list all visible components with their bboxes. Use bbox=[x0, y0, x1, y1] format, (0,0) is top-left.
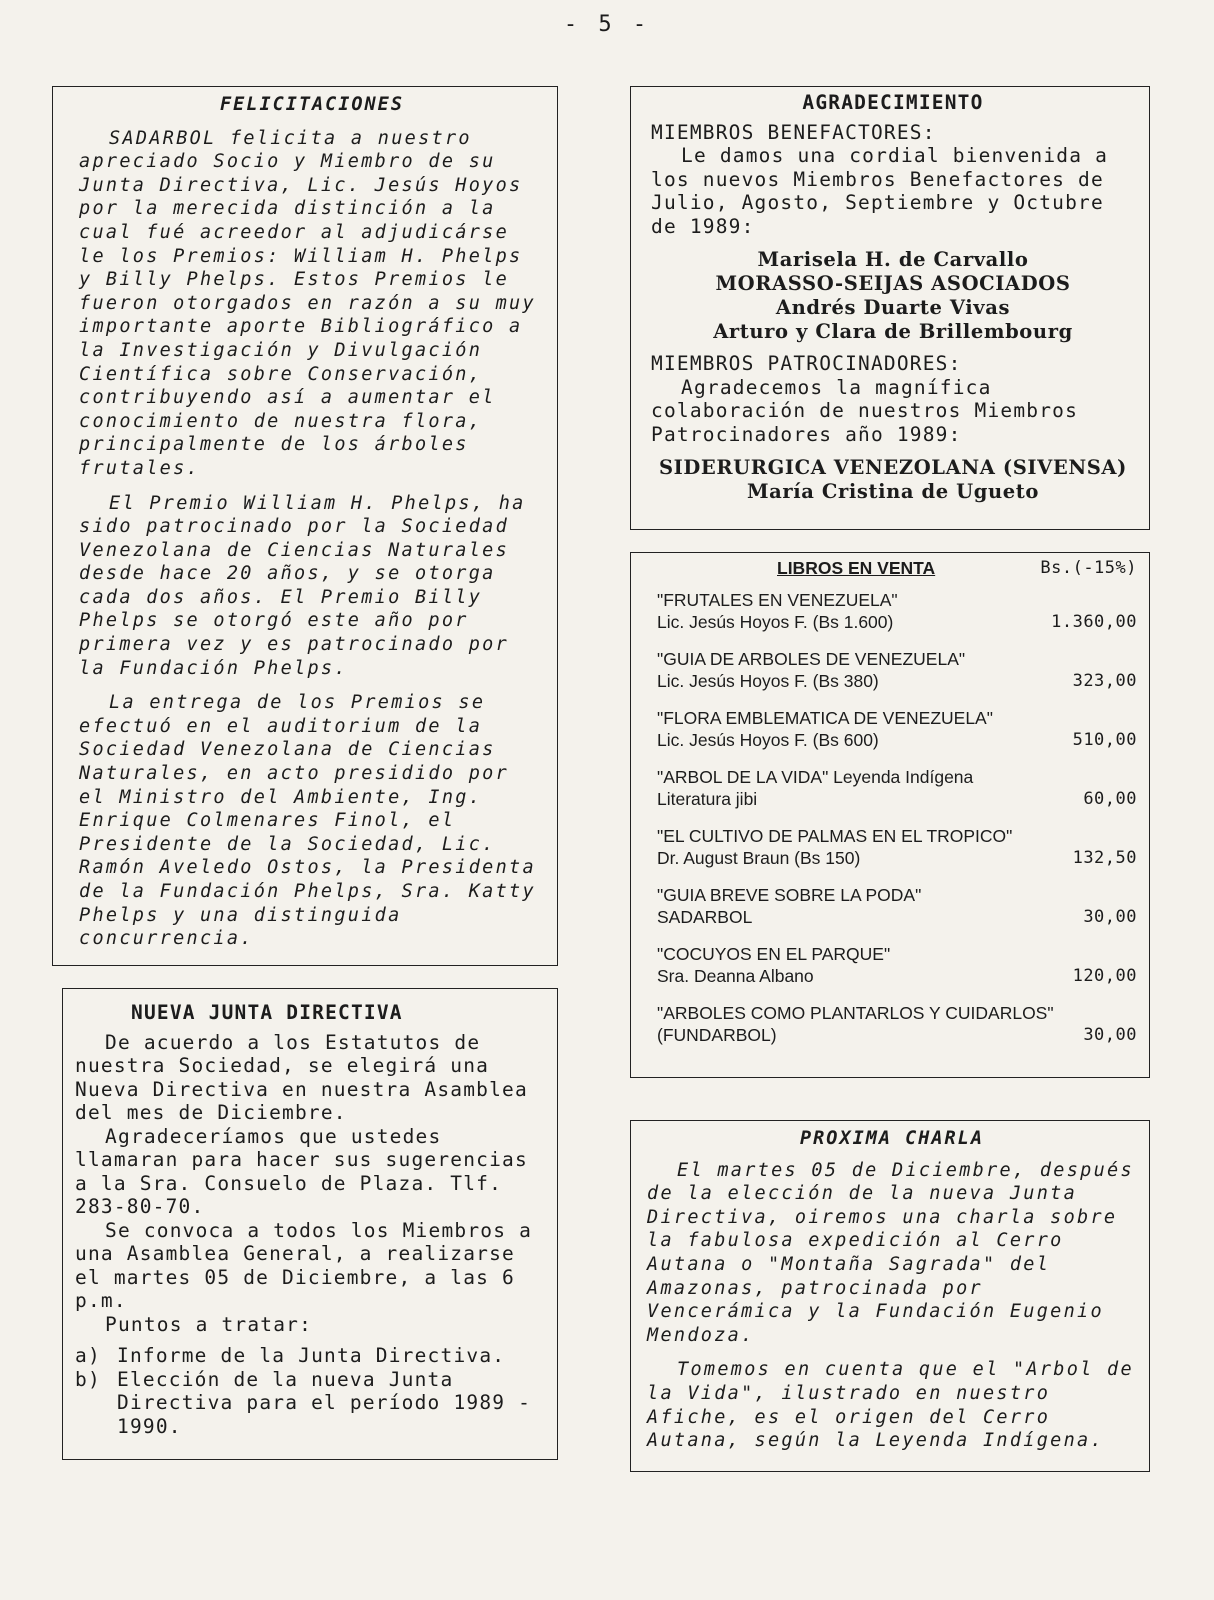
libros-discount: Bs.(-15%) bbox=[1040, 558, 1137, 578]
list-item bbox=[657, 884, 1137, 928]
proxima-charla-box bbox=[630, 1120, 1150, 1472]
book-price: 510,00 bbox=[1072, 730, 1137, 750]
benefactores-list bbox=[651, 248, 1135, 344]
book-detail: SADARBOL bbox=[657, 907, 753, 927]
junta-paragraph-1: De acuerdo a los Estatutos de nuestra Sociedad, se elegirá una Nueva Directiva en nuestra Asamblea del mes de Diciembre. bbox=[75, 1030, 528, 1124]
felicitaciones-box bbox=[52, 86, 558, 966]
book-price: 323,00 bbox=[1072, 671, 1137, 691]
book-price: 132,50 bbox=[1072, 848, 1137, 868]
patrocinadores-list bbox=[651, 456, 1135, 504]
list-text: Informe de la Junta Directiva. bbox=[117, 1344, 506, 1367]
libros-header bbox=[657, 557, 1137, 579]
libros-box bbox=[630, 552, 1150, 1078]
book-detail: Literatura jibi bbox=[657, 789, 758, 809]
book-title: "ARBOL DE LA VIDA" Leyenda Indígena bbox=[657, 767, 974, 787]
felicitaciones-paragraph-1: SADARBOL felicita a nuestro apreciado Socio y Miembro de su Junta Directiva, Lic. Jesús Hoyos por la merecida distinción a la cual fué acreedor al adjudicárse le los Premios: William H. Phelps y Billy Phelps. Estos Premios le fueron otorgados en razón a su muy importante aporte Bibliográfico a la Investigación y Divulgación Científica sobre Conservación, contribuyendo así a aumentar el conocimiento de nuestra flora, principalmente de los árboles frutales. bbox=[79, 127, 536, 479]
benefactores-heading: MIEMBROS BENEFACTORES: bbox=[651, 120, 936, 144]
book-title: "EL CULTIVO DE PALMAS EN EL TROPICO" bbox=[657, 826, 1013, 846]
proxima-charla-title: PROXIMA CHARLA bbox=[800, 1128, 984, 1149]
book-detail: Sra. Deanna Albano bbox=[657, 966, 814, 986]
book-detail: Lic. Jesús Hoyos F. (Bs 1.600) bbox=[657, 612, 894, 632]
junta-points-list bbox=[75, 1344, 545, 1438]
list-item bbox=[75, 1368, 545, 1439]
list-item: MORASSO-SEIJAS ASOCIADOS bbox=[715, 272, 1071, 295]
list-item: María Cristina de Ugueto bbox=[747, 480, 1039, 503]
book-detail: Dr. August Braun (Bs 150) bbox=[657, 848, 861, 868]
book-title: "GUIA DE ARBOLES DE VENEZUELA" bbox=[657, 649, 966, 669]
book-detail: (FUNDARBOL) bbox=[657, 1025, 777, 1045]
felicitaciones-title: FELICITACIONES bbox=[220, 94, 404, 115]
list-item bbox=[657, 648, 1137, 692]
felicitaciones-paragraph-3: La entrega de los Premios se efectuó en el auditorium de la Sociedad Venezolana de Ciencias Naturales, en acto presidido por el Ministro del Ambiente, Ing. Enrique Colmenares Finol, el Presidente de la Sociedad, Lic. Ramón Aveledo Ostos, la Presidenta de la Fundación Phelps, Sra. Katty Phelps y una distinguida concurrencia. bbox=[79, 692, 536, 950]
book-title: "COCUYOS EN EL PARQUE" bbox=[657, 944, 891, 964]
list-item bbox=[657, 943, 1137, 987]
patrocinadores-heading: MIEMBROS PATROCINADORES: bbox=[651, 352, 962, 375]
list-item bbox=[75, 1344, 545, 1368]
list-item: Andrés Duarte Vivas bbox=[775, 296, 1011, 319]
list-marker: a) bbox=[75, 1344, 101, 1367]
charla-paragraph-1: El martes 05 de Diciembre, después de la elección de la nueva Junta Directiva, oiremos una charla sobre la fabulosa expedición al Cerro Autana o "Montaña Sagrada" del Amazonas, patrocinada por Vencerámica y la Fundación Eugenio Mendoza. bbox=[647, 1159, 1134, 1346]
book-title: "ARBOLES COMO PLANTARLOS Y CUIDARLOS" bbox=[657, 1003, 1054, 1023]
charla-paragraph-2: Tomemos en cuenta que el "Arbol de la Vida", ilustrado en nuestro Afiche, es el origen del Cerro Autana, según la Leyenda Indígena. bbox=[647, 1359, 1134, 1452]
list-item: Marisela H. de Carvallo bbox=[757, 248, 1029, 271]
book-price: 1.360,00 bbox=[1051, 612, 1137, 632]
list-text: Elección de la nueva Junta Directiva para el período 1989 - 1990. bbox=[117, 1367, 532, 1438]
book-detail: Lic. Jesús Hoyos F. (Bs 380) bbox=[657, 671, 879, 691]
junta-paragraph-3: Se convoca a todos los Miembros a una Asamblea General, a realizarse el martes 05 de Diciembre, a las 6 p.m. bbox=[75, 1218, 533, 1312]
list-item: SIDERURGICA VENEZOLANA (SIVENSA) bbox=[659, 456, 1127, 479]
felicitaciones-paragraph-2: El Premio William H. Phelps, ha sido patrocinado por la Sociedad Venezolana de Ciencias Naturales desde hace 20 años, y se otorga cada dos años. El Premio Billy Phelps se otorgó este año por primera vez y es patrocinado por la Fundación Phelps. bbox=[79, 492, 526, 679]
list-item bbox=[657, 707, 1137, 751]
agradecimiento-title: AGRADECIMIENTO bbox=[802, 91, 984, 114]
book-price: 30,00 bbox=[1083, 1025, 1137, 1045]
page-number: - 5 - bbox=[563, 12, 651, 37]
junta-paragraph-4: Puntos a tratar: bbox=[105, 1312, 313, 1336]
book-price: 60,00 bbox=[1083, 789, 1137, 809]
libros-title: LIBROS EN VENTA bbox=[777, 558, 936, 578]
felicitaciones-body bbox=[79, 127, 545, 951]
book-detail: Lic. Jesús Hoyos F. (Bs 600) bbox=[657, 730, 879, 750]
list-item: Arturo y Clara de Brillembourg bbox=[713, 320, 1073, 343]
book-title: "FLORA EMBLEMATICA DE VENEZUELA" bbox=[657, 708, 993, 728]
book-title: "FRUTALES EN VENEZUELA" bbox=[657, 590, 898, 610]
benefactores-text: Le damos una cordial bienvenida a los nuevos Miembros Benefactores de Julio, Agosto, Septiembre y Octubre de 1989: bbox=[651, 144, 1109, 238]
list-item bbox=[657, 1002, 1137, 1046]
junta-directiva-box bbox=[62, 988, 558, 1460]
junta-paragraph-2: Agradeceríamos que ustedes llamaran para hacer sus sugerencias a la Sra. Consuelo de Plaza. Tlf. 283-80-70. bbox=[75, 1124, 528, 1218]
junta-directiva-body bbox=[75, 1031, 545, 1439]
proxima-charla-body bbox=[647, 1159, 1137, 1453]
list-marker: b) bbox=[75, 1367, 101, 1391]
patrocinadores-text: Agradecemos la magnífica colaboración de nuestros Miembros Patrocinadores año 1989: bbox=[651, 375, 1079, 446]
list-item bbox=[657, 766, 1137, 810]
agradecimiento-box bbox=[630, 86, 1150, 530]
list-item bbox=[657, 825, 1137, 869]
book-title: "GUIA BREVE SOBRE LA PODA" bbox=[657, 885, 922, 905]
junta-directiva-title: NUEVA JUNTA DIRECTIVA bbox=[131, 1001, 403, 1024]
list-item bbox=[657, 589, 1137, 633]
book-price: 120,00 bbox=[1072, 966, 1137, 986]
book-price: 30,00 bbox=[1083, 907, 1137, 927]
